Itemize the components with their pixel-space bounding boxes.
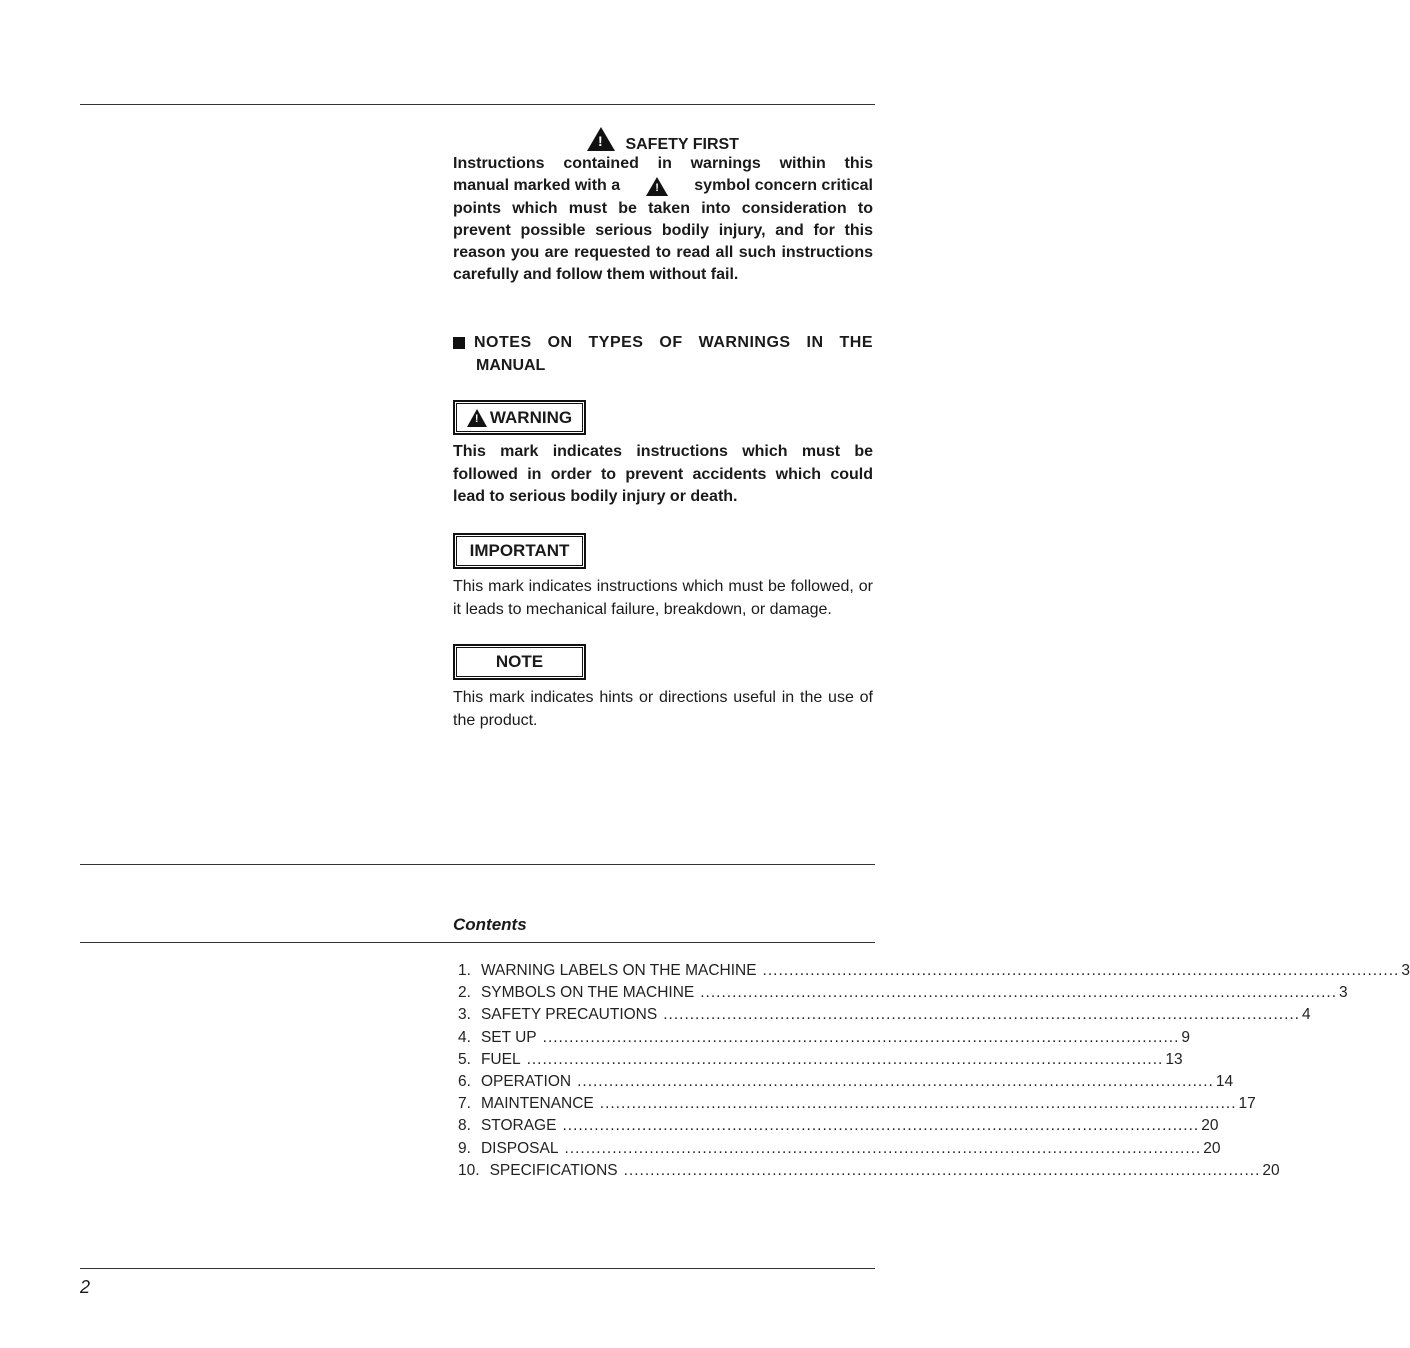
toc-item-page: 20: [1201, 1117, 1219, 1135]
toc-leader-dots: ........................................................................................................................: [542, 1028, 1180, 1046]
toc-item-page: 14: [1215, 1072, 1234, 1090]
note-label-box: NOTE: [453, 644, 586, 680]
toc-item-title: SPECIFICATIONS: [489, 1161, 618, 1179]
page-number: 2: [80, 1277, 91, 1297]
toc-item-title: MAINTENANCE: [480, 1095, 594, 1113]
toc-leader-dots: ........................................................................................................................: [526, 1050, 1164, 1068]
toc-item-page: 9: [1181, 1028, 1191, 1046]
toc-item[interactable]: [458, 1161, 1280, 1184]
toc-item-title: WARNING LABELS ON THE MACHINE: [480, 962, 757, 979]
toc-leader-dots: ........................................................................................................................: [562, 1117, 1200, 1135]
toc-item[interactable]: [458, 1095, 1256, 1117]
square-bullet-icon: [453, 337, 465, 349]
toc-item[interactable]: [458, 1117, 1219, 1139]
toc-item-number: 2.: [458, 984, 471, 1002]
toc-item-page: 20: [1203, 1139, 1221, 1157]
toc-item-number: 7.: [458, 1095, 471, 1113]
toc-item-page: 3: [1401, 962, 1410, 979]
toc-leader-dots: ........................................................................................................................: [577, 1072, 1214, 1090]
toc-item-number: 1.: [458, 962, 471, 979]
toc-item-number: 9.: [458, 1139, 471, 1157]
warning-triangle-icon: [587, 127, 615, 151]
toc-item[interactable]: [458, 1028, 1191, 1051]
toc-item-title: SAFETY PRECAUTIONS: [480, 1006, 658, 1024]
toc-item[interactable]: [458, 1050, 1183, 1073]
toc-item-title: OPERATION: [480, 1072, 572, 1090]
warning-triangle-icon: [467, 409, 487, 427]
important-text: This mark indicates instructions which must be followed, or it leads to mechanical failure, breakdown, or damage.: [453, 578, 873, 618]
toc-item[interactable]: [458, 984, 1348, 1006]
toc-leader-dots: ........................................................................................................................: [663, 1006, 1300, 1024]
toc-leader-dots: ........................................................................................................................: [623, 1161, 1261, 1179]
toc-item-title: FUEL: [480, 1050, 521, 1068]
toc-item[interactable]: [458, 1072, 1234, 1095]
toc-item-number: 8.: [458, 1117, 471, 1135]
warning-label-box: ! WARNING: [453, 400, 586, 435]
safety-intro: Instructions contained in warnings within this manual marked with a ! symbol concern critical points which must be taken into consideration to prevent possible serious bodily injury, and for this reason you are requested to read all such instructions carefully and follow them without fail.: [453, 153, 873, 287]
toc-leader-dots: ........................................................................................................................: [762, 962, 1400, 979]
notes-heading: NOTES ON TYPES OF WARNINGS IN THE MANUAL: [453, 331, 873, 377]
toc-leader-dots: ........................................................................................................................: [599, 1095, 1237, 1113]
toc-item-title: DISPOSAL: [480, 1139, 559, 1157]
contents-title: Contents: [453, 915, 527, 934]
table-of-contents: [458, 962, 1410, 1184]
important-label-box: IMPORTANT: [453, 533, 586, 569]
toc-leader-dots: ........................................................................................................................: [564, 1139, 1202, 1157]
toc-item-page: 17: [1238, 1095, 1256, 1113]
top-rule: [80, 104, 875, 105]
toc-item-title: STORAGE: [480, 1117, 557, 1135]
toc-item-title: SET UP: [480, 1028, 537, 1046]
middle-rule: [80, 864, 875, 865]
contents-rule: [80, 942, 875, 943]
toc-item-page: 4: [1302, 1006, 1311, 1024]
warning-triangle-icon: [646, 177, 668, 196]
toc-item-number: 3.: [458, 1006, 471, 1024]
toc-item[interactable]: [458, 1006, 1311, 1028]
toc-item-title: SYMBOLS ON THE MACHINE: [480, 984, 695, 1002]
toc-item-page: 20: [1262, 1161, 1280, 1179]
toc-item-number: 4.: [458, 1028, 471, 1046]
toc-item-page: 13: [1165, 1050, 1183, 1068]
note-text: This mark indicates hints or directions useful in the use of the product.: [453, 689, 873, 729]
toc-leader-dots: ........................................................................................................................: [700, 984, 1338, 1002]
toc-item-number: 5.: [458, 1050, 471, 1068]
toc-item-number: 10.: [458, 1161, 480, 1179]
warning-text: This mark indicates instructions which must be followed in order to prevent accidents which could lead to serious bodily injury or death.: [453, 443, 873, 505]
toc-item[interactable]: [458, 1139, 1221, 1162]
bottom-rule: [80, 1268, 875, 1269]
toc-item-number: 6.: [458, 1072, 471, 1090]
toc-item-page: 3: [1339, 984, 1348, 1002]
toc-item[interactable]: [458, 962, 1410, 984]
safety-heading: ! SAFETY FIRST: [587, 127, 739, 154]
